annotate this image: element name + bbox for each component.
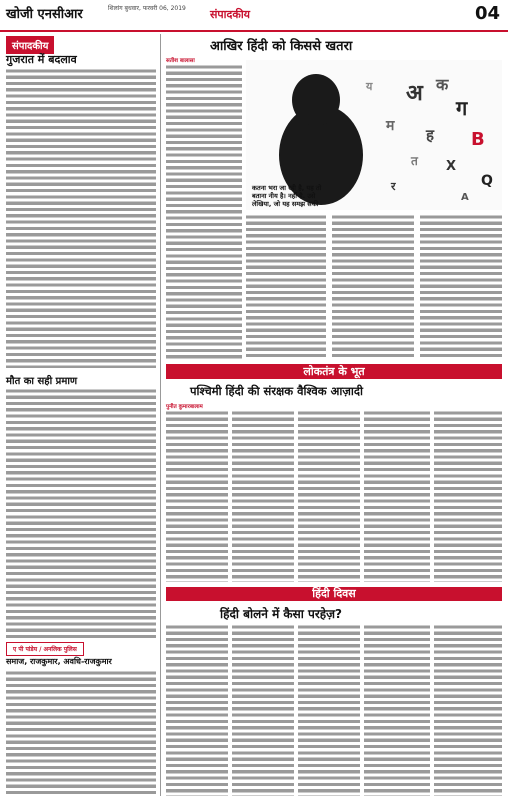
dateline: शिलांग बुधवार, फरवरी 06, 2019 [108, 5, 186, 12]
middle-col-1 [166, 410, 228, 582]
top-story-col-4 [420, 214, 502, 359]
left-lower-headline: मौत का सही प्रमाण [6, 376, 78, 387]
author-box: ए पी पांडेय / अनलिक पुलिस [6, 642, 84, 656]
left-bottom-headline: समाज, राजकुमार, अवधि-राजकुमार [6, 657, 112, 666]
page-number: 04 [474, 3, 500, 24]
middle-headline: पश्चिमी हिंदी की संरक्षक वैश्विक आज़ादी [190, 384, 363, 398]
svg-text:ह: ह [426, 126, 434, 144]
section-title: संपादकीय [210, 8, 251, 21]
bottom-col-5 [434, 624, 502, 796]
svg-text:म: म [386, 118, 395, 134]
bottom-col-3 [298, 624, 360, 796]
top-story-col-1 [166, 64, 242, 359]
left-headline: गुजरात में बदलाव [6, 53, 77, 66]
top-story-col-3 [332, 214, 414, 359]
svg-text:Q: Q [481, 173, 493, 189]
left-bottom-body [6, 670, 156, 796]
bottom-banner: हिंदी दिवस [166, 587, 502, 601]
svg-text:A: A [461, 192, 469, 203]
middle-col-3 [298, 410, 360, 582]
bottom-col-1 [166, 624, 228, 796]
editorial-tag: संपादकीय [6, 36, 54, 54]
top-story-col-2 [246, 214, 326, 359]
top-story-headline: आखिर हिंदी को किससे खतरा [210, 39, 353, 54]
svg-text:X: X [446, 159, 457, 174]
svg-text:अ: अ [406, 81, 423, 106]
middle-banner: लोकतंत्र के भूत [166, 364, 502, 379]
svg-text:ग: ग [456, 96, 468, 120]
middle-col-5 [434, 410, 502, 582]
svg-text:त: त [411, 154, 418, 168]
middle-col-2 [232, 410, 294, 582]
bottom-col-2 [232, 624, 294, 796]
left-lower-body [6, 388, 156, 638]
column-divider [160, 34, 161, 796]
pull-quote: कतना भरा जा रही है, यह तो बताना नीय है। नहीं है. उसे लेखिया, जो यह समझ सकी [252, 184, 322, 208]
logo: खोजी एनसीआर [6, 7, 83, 22]
masthead [0, 0, 508, 32]
left-body-text [6, 68, 156, 368]
svg-text:B: B [471, 129, 485, 150]
middle-byline: पुनीत कुमारबालाम [166, 404, 203, 410]
svg-text:र: र [391, 180, 396, 193]
svg-text:य: य [366, 80, 373, 93]
bottom-col-4 [364, 624, 430, 796]
middle-col-4 [364, 410, 430, 582]
bottom-headline: हिंदी बोलने में कैसा परहेज़? [220, 607, 343, 621]
top-story-byline: सतीश बालासा [166, 58, 195, 64]
svg-text:क: क [436, 75, 449, 94]
